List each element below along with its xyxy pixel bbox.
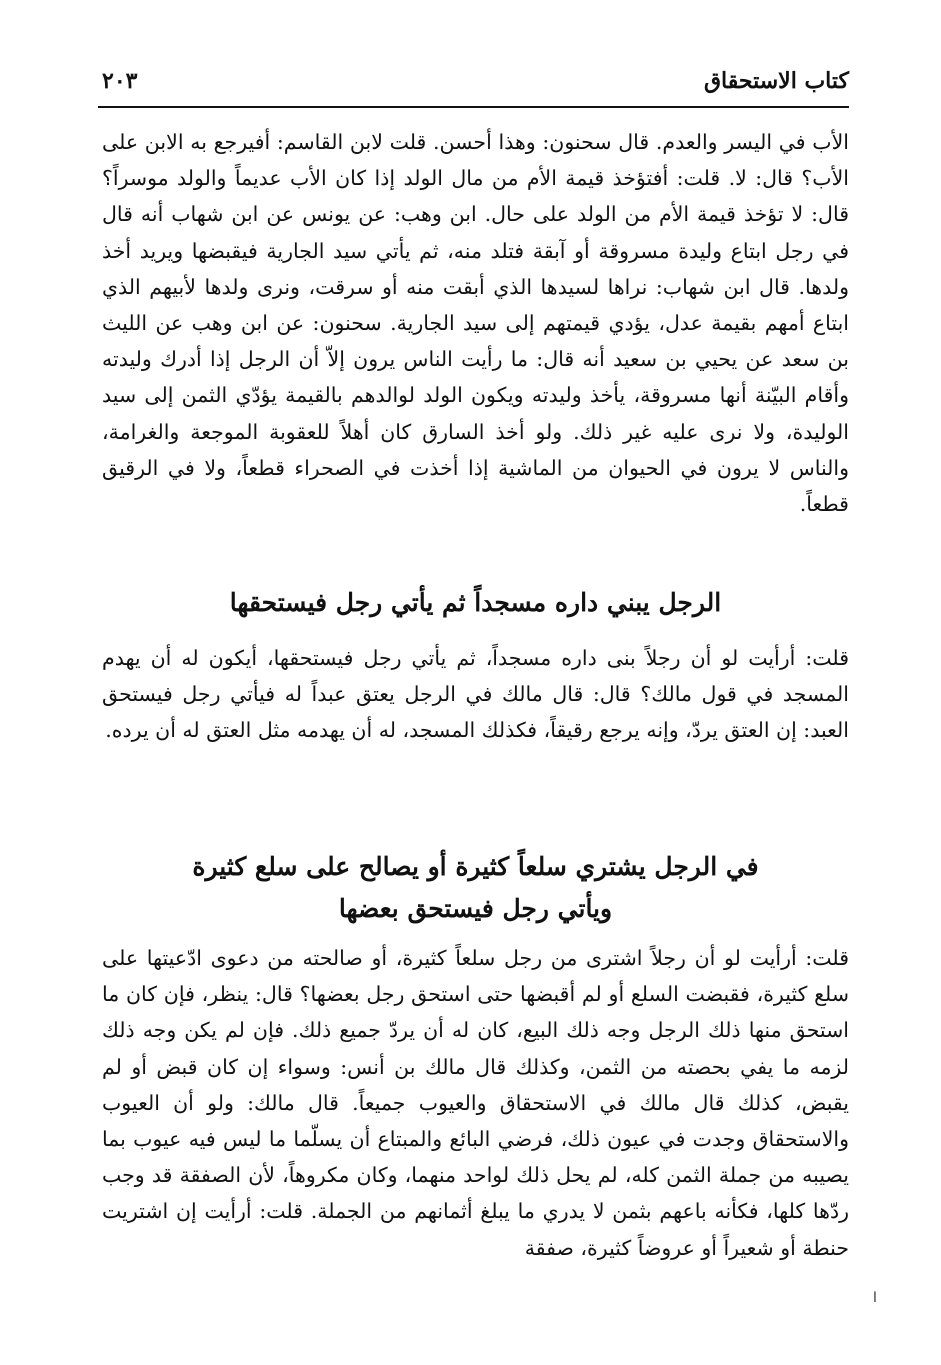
running-header: [98, 62, 849, 108]
section-heading-2-line-1: في الرجل يشتري سلعاً كثيرة أو يصالح على سلع كثيرة: [192, 852, 759, 881]
section-heading-2: [102, 846, 849, 930]
margin-mark: ا: [873, 1290, 877, 1306]
paragraph-2: قلت: أرأيت لو أن رجلاً بنى داره مسجداً، ثم يأتي رجل فيستحقها، أيكون له أن يهدم المسجد في قول مالك؟ قال: قال مالك في الرجل يعتق عبداً له فيأتي رجل فيستحق العبد: إن العتق يردّ، وإنه يرجع رقيقاً، فكذلك المسجد، له أن يهدمه مثل العتق له أن يرده.: [102, 646, 849, 743]
running-title: كتاب الاستحقاق: [703, 68, 849, 94]
section-heading-1: الرجل يبني داره مسجداً ثم يأتي رجل فيستحقها: [229, 588, 722, 617]
page-number: ٢٠٣: [102, 68, 138, 94]
section-heading-2-line-2: ويأتي رجل فيستحق بعضها: [338, 894, 613, 923]
paragraph-1: الأب في اليسر والعدم. قال سحنون: وهذا أحسن. قلت لابن القاسم: أفيرجع به الابن على الأب؟ قال: لا. قلت: أفتؤخذ قيمة الأم من مال الولد إذا كان الأب عديماً والولد موسراً؟ قال: لا تؤخذ قيمة الأم من الولد على حال. ابن وهب: عن يونس عن ابن شهاب أنه قال في رجل ابتاع وليدة مسروقة أو آبقة فتلد منه، ثم يأتي سيد الجارية فيقبضها ويريد أخذ ولدها. قال ابن شهاب: نراها لسيدها الذي أبقت منه أو سرقت، ونرى ولدها لأبيهم الذي ابتاع أمهم بقيمة عدل، يؤدي قيمتهم إلى سيد الجارية. سحنون: عن ابن وهب عن الليث بن سعد عن يحيي بن سعيد أنه قال: ما رأيت الناس يرون إلاّ أن الرجل إذا أدرك وليدته وأقام البيّنة أنها مسروقة، يأخذ وليدته ويكون الولد لوالدهم بالقيمة يؤدّي الثمن إلى سيد الوليدة، ولا نرى عليه غير ذلك. ولو أخذ السارق كان أهلاً للعقوبة الموجعة والغرامة، والناس لا يرون في الحيوان من الماشية إذا أخذت في الصحراء قطعاً، ولا في الرقيق قطعاً.: [102, 130, 849, 517]
paragraph-3: قلت: أرأيت لو أن رجلاً اشترى من رجل سلعاً كثيرة، أو صالحته من دعوى ادّعيتها على سلع كثيرة، فقبضت السلع أو لم أقبضها حتى استحق رجل بعضها؟ قال: ينظر، فإن كان ما استحق منها ذلك الرجل وجه ذلك البيع، كان له أن يردّ جميع ذلك. فإن لم يكن وجه ذلك لزمه ما يفي بحصته من الثمن، وكذلك قال مالك بن أنس: وسواء إن كان قبض أو لم يقبض، كذلك قال مالك في الاستحقاق والعيوب جميعاً. قال مالك: ولو أن العيوب والاستحقاق وجدت في عيون ذلك، فرضي البائع والمبتاع أن يسلّما ما ليس فيه عيوب بما يصيبه من جملة الثمن كله، لم يحل ذلك لواحد منهما، وكان مكروهاً، لأن الصفقة قد وجب ردّها كلها، فكأنه باعهم بثمن لا يدري ما يبلغ أثمانهم من الجملة. قلت: أرأيت إن اشتريت حنطة أو شعيراً أو عروضاً كثيرة، صفقة: [102, 946, 849, 1260]
